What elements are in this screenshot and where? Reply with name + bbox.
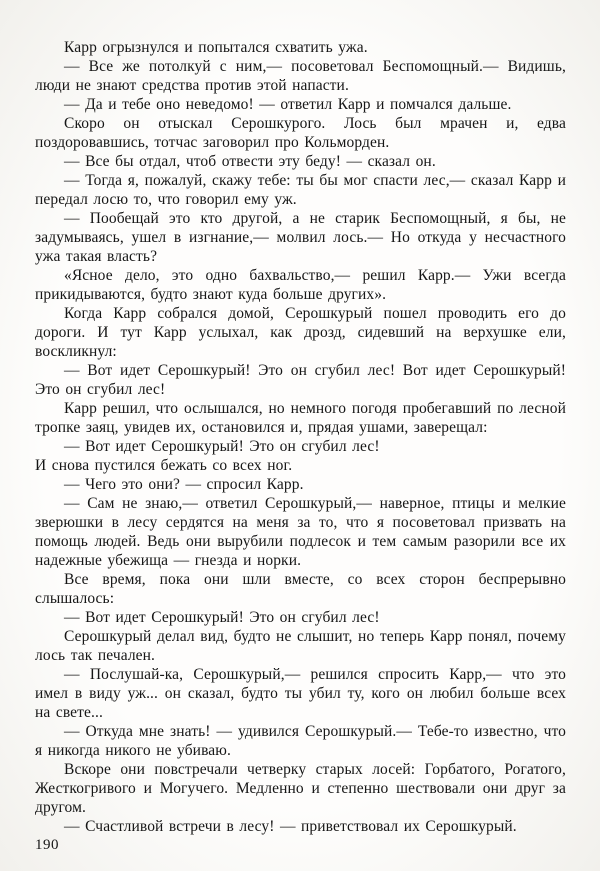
paragraph: — Чего это они? — спросил Карр.	[64, 476, 304, 493]
paragraph: — Тогда я, пожалуй, скажу тебе: ты бы мог спасти лес,— сказал Карр и передал лосю то, что говорил ему уж.	[35, 172, 566, 208]
paragraph: — Вот идет Серошкурый! Это он сгубил лес! Вот идет Серошкурый! Это он сгубил лес!	[35, 362, 566, 398]
paragraph: — Послушай-ка, Серошкурый,— решился спросить Карр,— что это имел в виду уж... он сказал, будто ты убил ту, кого он любил больше всех на свете...	[35, 666, 566, 721]
page-text	[35, 38, 566, 836]
paragraph: Скоро он отыскал Серошкурого. Лось был мрачен и, едва поздоровавшись, тотчас заговорил про Кольморден.	[35, 115, 566, 151]
paragraph: — Вот идет Серошкурый! Это он сгубил лес!	[64, 609, 380, 626]
paragraph: «Ясное дело, это одно бахвальство,— решил Карр.— Ужи всегда прикидываются, будто знают куда больше других».	[35, 267, 566, 303]
paragraph: — Вот идет Серошкурый! Это он сгубил лес!	[64, 438, 380, 455]
paragraph: — Откуда мне знать! — удивился Серошкурый.— Тебе-то известно, что я никогда никого не убиваю.	[35, 723, 566, 759]
paragraph: — Сам не знаю,— ответил Серошкурый,— наверное, птицы и мелкие зверюшки в лесу сердятся на меня за то, что я посоветовал призвать на помощь людей. Ведь они вырубили подлесок и тем самым разорили все их надежные убежища — гнезда и норки.	[35, 495, 566, 569]
paragraph: И снова пустился бежать со всех ног.	[35, 457, 293, 474]
paragraph: Карр решил, что ослышался, но немного погодя пробегавший по лесной тропке заяц, увидев их, остановился и, прядая ушами, заверещал:	[35, 400, 566, 436]
paragraph: Когда Карр собрался домой, Серошкурый пошел проводить его до дороги. И тут Карр услыхал, как дрозд, сидевший на верхушке ели, воскликнул:	[35, 305, 566, 360]
paragraph: Карр огрызнулся и попытался схватить ужа.	[64, 39, 368, 56]
paragraph: — Все бы отдал, чтоб отвести эту беду! — сказал он.	[64, 153, 436, 170]
paragraph: Вскоре они повстречали четверку старых лосей: Горбатого, Рогатого, Жесткогривого и Могучего. Медленно и степенно шествовали они друг за другом.	[35, 761, 566, 816]
paragraph: Все время, пока они шли вместе, со всех сторон беспрерывно слышалось:	[35, 571, 566, 607]
paragraph: — Все же потолкуй с ним,— посоветовал Беспомощный.— Видишь, люди не знают средства против этой напасти.	[35, 58, 566, 94]
page-number: 190	[35, 837, 59, 853]
paragraph: — Пообещай это кто другой, а не старик Беспомощный, я бы, не задумываясь, ушел в изгнание,— молвил лось.— Но откуда у несчастного ужа такая власть?	[35, 210, 566, 265]
paragraph: Серошкурый делал вид, будто не слышит, но теперь Карр понял, почему лось так печален.	[35, 628, 566, 664]
paragraph: — Да и тебе оно неведомо! — ответил Карр и помчался дальше.	[64, 96, 512, 113]
paragraph: — Счастливой встречи в лесу! — приветствовал их Серошкурый.	[64, 818, 517, 835]
